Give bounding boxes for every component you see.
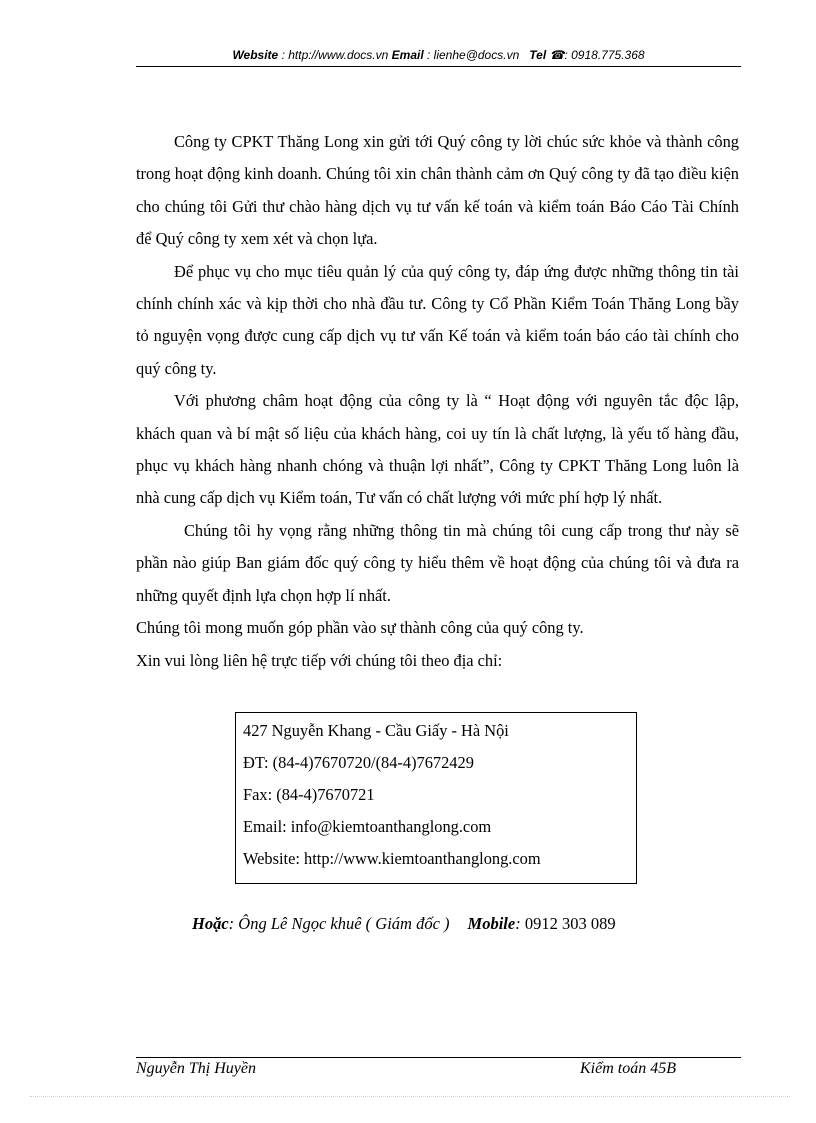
director-name: : Ông Lê Ngọc khuê ( Giám đốc ) [228,914,450,933]
paragraph-wish: Chúng tôi mong muốn góp phần vào sự thành công của quý công ty. [136,618,584,638]
paragraph-greeting: Công ty CPKT Thăng Long xin gửi tới Quý công ty lời chúc sức khỏe và thành công trong hoạt động kinh doanh. Chúng tôi xin chân thành cảm ơn Quý công ty đã tạo điều kiện cho chúng tôi Gửi thư chào hàng dịch vụ tư vấn kế toán và kiểm toán Báo Cáo Tài Chính để Quý công ty xem xét và chọn lựa. [136,132,739,249]
header-tel-value: : 0918.775.368 [564,48,645,62]
header-email-label: Email [391,48,424,62]
header-website-sep: : [278,48,289,62]
paragraph-contact-intro: Xin vui lòng liên hệ trực tiếp với chúng tôi theo địa chỉ: [136,650,503,670]
letter-body [136,126,739,677]
director-mobile-value: 0912 303 089 [520,914,616,933]
contact-website[interactable]: Website: http://www.kiemtoanthanglong.com [243,849,541,868]
header-website-label: Website [232,48,279,62]
page-header [136,46,741,67]
header-email-value[interactable]: lienhe@docs.vn [433,48,520,62]
contact-box [235,712,637,884]
footer-author: Nguyễn Thị Huyền [136,1060,256,1077]
director-line [192,914,616,934]
header-contact-line [136,48,741,62]
header-website-value[interactable]: http://www.docs.vn [288,48,389,62]
header-email-sep: : [423,48,434,62]
telephone-icon: ☎ [549,48,565,62]
contact-phone: ĐT: (84-4)7670720/(84-4)7672429 [243,753,474,772]
paragraph-motto: Với phương châm hoạt động của công ty là “ Hoạt động với nguyên tắc độc lập, khách quan và bí mật số liệu của khách hàng, coi uy tín là chất lượng, là yếu tố hàng đầu, phục vụ khách hàng nhanh chóng và thuận lợi nhất”, Công ty CPKT Thăng Long luôn là nhà cung cấp dịch vụ Kiểm toán, Tư vấn có chất lượng với mức phí hợp lý nhất. [136,391,739,508]
contact-address: 427 Nguyễn Khang - Cầu Giấy - Hà Nội [243,721,509,740]
director-or-label: Hoặc [192,914,229,933]
footer-class: Kiểm toán 45B [580,1060,676,1077]
paragraph-purpose: Để phục vụ cho mục tiêu quản lý của quý công ty, đáp ứng được những thông tin tài chính chính xác và kịp thời cho nhà đầu tư. Công ty Cổ Phần Kiểm Toán Thăng Long bầy tỏ nguyện vọng được cung cấp dịch vụ tư vấn Kế toán và kiểm toán báo cáo tài chính cho quý công ty. [136,261,739,378]
director-mobile-label: Mobile [467,914,516,933]
footer-divider [136,1057,741,1058]
page-edge-divider [30,1096,790,1097]
contact-fax: Fax: (84-4)7670721 [243,785,375,804]
paragraph-hope: Chúng tôi hy vọng rằng những thông tin mà chúng tôi cung cấp trong thư này sẽ phần nào giúp Ban giám đốc quý công ty hiểu thêm về hoạt động của chúng tôi và đưa ra những quyết định lựa chọn hợp lí nhất. [136,520,739,605]
header-tel-label: Tel [529,48,547,62]
contact-email[interactable]: Email: info@kiemtoanthanglong.com [243,817,492,836]
director-mobile-sep: : [515,914,521,933]
